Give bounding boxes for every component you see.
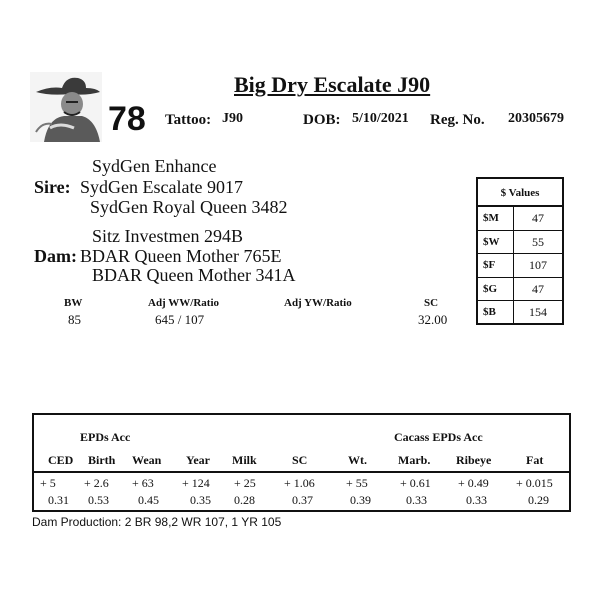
dollar-value: 55 [532, 234, 544, 249]
bw-label: BW [64, 297, 83, 309]
sc-value: 32.00 [418, 312, 448, 327]
dollar-label: $M [478, 207, 514, 230]
epd-table [32, 413, 571, 512]
dollar-label: $F [478, 254, 514, 277]
dollar-row-g [478, 278, 562, 302]
dollar-value: 47 [532, 211, 544, 225]
epd-divider [34, 471, 569, 473]
ww-value: 645 / 107 [155, 312, 205, 327]
epd-col-header: Marb. [398, 453, 431, 467]
dollar-value: 47 [532, 281, 544, 296]
acc-value: 0.39 [350, 493, 371, 507]
epd-value: + 0.49 [458, 476, 489, 490]
dollar-value: 154 [529, 305, 547, 319]
dam-sire: Sitz Investmen 294B [92, 226, 243, 246]
dollar-label: $B [478, 301, 514, 325]
epd-group-label: EPDs Acc [80, 430, 131, 444]
epd-value: + 0.015 [516, 476, 553, 490]
dollar-value: 107 [529, 258, 547, 272]
epd-value: + 124 [182, 476, 210, 490]
dollar-row-f [478, 254, 562, 278]
reg-value: 20305679 [508, 111, 564, 126]
epd-col-header: CED [48, 453, 74, 467]
sire-name: SydGen Escalate 9017 [80, 177, 243, 197]
acc-value: 0.37 [292, 493, 313, 507]
acc-value: 0.35 [190, 493, 211, 507]
acc-value: 0.29 [528, 493, 549, 507]
dollar-values-heading: $ Values [478, 179, 562, 207]
dollar-row-m [478, 207, 562, 231]
dollar-values-table [476, 177, 564, 325]
epd-value: + 2.6 [84, 476, 109, 490]
epd-value: + 63 [132, 476, 154, 490]
dam-name: BDAR Queen Mother 765E [80, 246, 282, 266]
epd-col-header: Ribeye [456, 453, 492, 467]
dam-dam: BDAR Queen Mother 341A [92, 265, 296, 285]
epd-value: + 0.61 [400, 476, 431, 490]
acc-value: 0.53 [88, 493, 109, 507]
epd-col-header: Fat [526, 453, 544, 467]
tattoo-label: Tattoo: [165, 112, 212, 128]
cowboy-photo-icon [30, 72, 102, 142]
sc-label: SC [424, 297, 439, 309]
epd-col-header: Wean [132, 453, 162, 467]
epd-col-header: Wt. [348, 453, 367, 467]
dam-label: Dam: [34, 246, 77, 266]
ww-label: Adj WW/Ratio [148, 297, 219, 309]
epd-col-header: Milk [232, 453, 257, 467]
dob-value: 5/10/2021 [352, 111, 409, 126]
acc-value: 0.28 [234, 493, 255, 507]
dollar-row-w [478, 231, 562, 255]
bw-value: 85 [68, 312, 81, 327]
dollar-label: $W [478, 231, 514, 254]
carcass-epd-group-label: Cacass EPDs Acc [394, 430, 483, 444]
epd-value: + 25 [234, 476, 256, 490]
epd-col-header: Year [186, 453, 210, 467]
epd-col-header: SC [292, 453, 308, 467]
acc-value: 0.31 [48, 493, 69, 507]
dollar-label: $G [478, 278, 514, 301]
lot-number: 78 [108, 100, 146, 138]
sire-sire: SydGen Enhance [92, 156, 217, 176]
epd-value: + 1.06 [284, 476, 315, 490]
epd-col-header: Birth [88, 453, 116, 467]
dam-production: Dam Production: 2 BR 98,2 WR 107, 1 YR 105 [32, 515, 282, 529]
animal-name-title: Big Dry Escalate J90 [234, 72, 431, 97]
yw-label: Adj YW/Ratio [284, 297, 352, 309]
acc-value: 0.45 [138, 493, 159, 507]
acc-value: 0.33 [466, 493, 487, 507]
acc-value: 0.33 [406, 493, 427, 507]
reg-label: Reg. No. [430, 112, 485, 128]
epd-value: + 5 [40, 476, 56, 490]
sire-dam: SydGen Royal Queen 3482 [90, 197, 288, 217]
dob-label: DOB: [303, 112, 341, 128]
sire-label: Sire: [34, 177, 71, 197]
dollar-row-b [478, 301, 562, 325]
tattoo-value: J90 [222, 111, 243, 126]
epd-value: + 55 [346, 476, 368, 490]
